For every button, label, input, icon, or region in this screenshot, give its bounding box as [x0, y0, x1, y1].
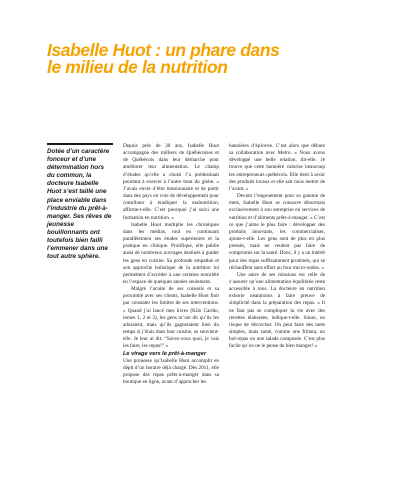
body-paragraph: Malgré l’acuité de ses conseils et sa proximité avec ses clients, Isabelle Huot finit par constater les limites de ses interventions. « Quand j’ai lancé mes livres (Kilo Cardio, tomes 1, 2 et 3), les gens m’ont dit qu’ils les adoraient, mais qu’ils gagneraient bien du temps si j’étais dans leur cuisine, se souvient-elle. Je leur ai dit: “Savez-vous quoi, je vais les faire, les repas!” » — [123, 286, 219, 350]
body-paragraph: Depuis près de 30 ans, Isabelle Huot accompagne des milliers de Québécoises et de Québécois dans leur démarche pour améliorer leur alimentation. Le champ d’études qu’elle a choisi l’a prédestinait pourtant à exercer à l’autre bout du globe. « J’avais envie d’être missionnaire et de partir dans des pays en voie de développement pour contribuer à éradiquer la malnutrition, affirme-t-elle. C’est pourquoi j’ai suivi une formation en nutrition. » — [123, 143, 219, 221]
pullquote: Dotée d’un caractère fonceur et d’une détermination hors du commun, la docteure Isabelle Huot s’est taillé une place enviable dans l’industrie du prêt-à-manger. Ses rêves de jeunesse bouillonnants ont toutefois bien failli l’emmener dans une tout autre sphère. — [47, 143, 113, 261]
body-paragraph: Isabelle Huot multiplie les chroniques dans les médias, tout en continuant parallèlement ses études supérieures et la pratique en clinique. Prolifique, elle publie aussi de nombreux ouvrages destinés à guider les gens en cuisine. Sa profonde empathie et son approche holistique de la nutrition lui permettent d’accéder à une certaine notoriété en l’espace de quelques années seulement. — [123, 221, 219, 285]
headline-line-1: Isabelle Huot : un phare dans — [47, 40, 280, 60]
body-column-2 — [229, 143, 325, 351]
section-subhead: Le virage vers le prêt-à-manger — [123, 350, 207, 357]
headline-line-2: le milieu de la nutrition — [47, 57, 228, 77]
body-paragraph: Une prouesse qu’Isabelle Huot accomplit en dépit d’un horaire déjà chargé. Dès 2011, elle propose des repas prêts-à-manger dans sa boutique en ligne, avant d’approcher les — [123, 357, 219, 386]
body-column-1 — [123, 143, 219, 386]
body-paragraph: Devant l’engouement pour sa gamme de mets, Isabelle Huot se consacre désormais exclusivement à son entreprise en services de nutrition et d’aliments prêts-à-manger. « C’est ce que j’aime le plus faire : développer des produits innovants, les commercialiser, ajoute-t-elle. Les gens sont de plus en plus pressés, mais ne veulent pas faire de compromis sur la santé. Donc, il y a un intérêt pour des repas suffisamment protéinés, qui se réchauffent sans effort au four micro-ondes. » — [229, 193, 325, 271]
article-headline — [47, 42, 347, 76]
body-paragraph: bannières d’épicerie. C’est alors que débute sa collaboration avec Metro. « Nous avons développé une belle relation, dit-elle. Je trouve que cette bannière valorise beaucoup les entrepreneurs québécois. Elle tient à avoir des produits locaux et elle sait nous mettre de l’avant. » — [229, 143, 325, 192]
body-paragraph: Une autre de ses missions est celle de s’assurer qu’une alimentation équilibrée reste accessible à tous. La docteure en nutrition exhorte néanmoins à faire preuve de simplicité dans la préparation des repas. « Il ne faut pas se compliquer la vie avec des recettes élaborées, indique-t-elle. Sinon, on risque de décrocher. On peut faire des mets simples, mais santé, comme une frittata, un bol-repas ou une salade composée. C’est plus facile qu’on ne le pense de bien manger! » — [229, 271, 325, 350]
